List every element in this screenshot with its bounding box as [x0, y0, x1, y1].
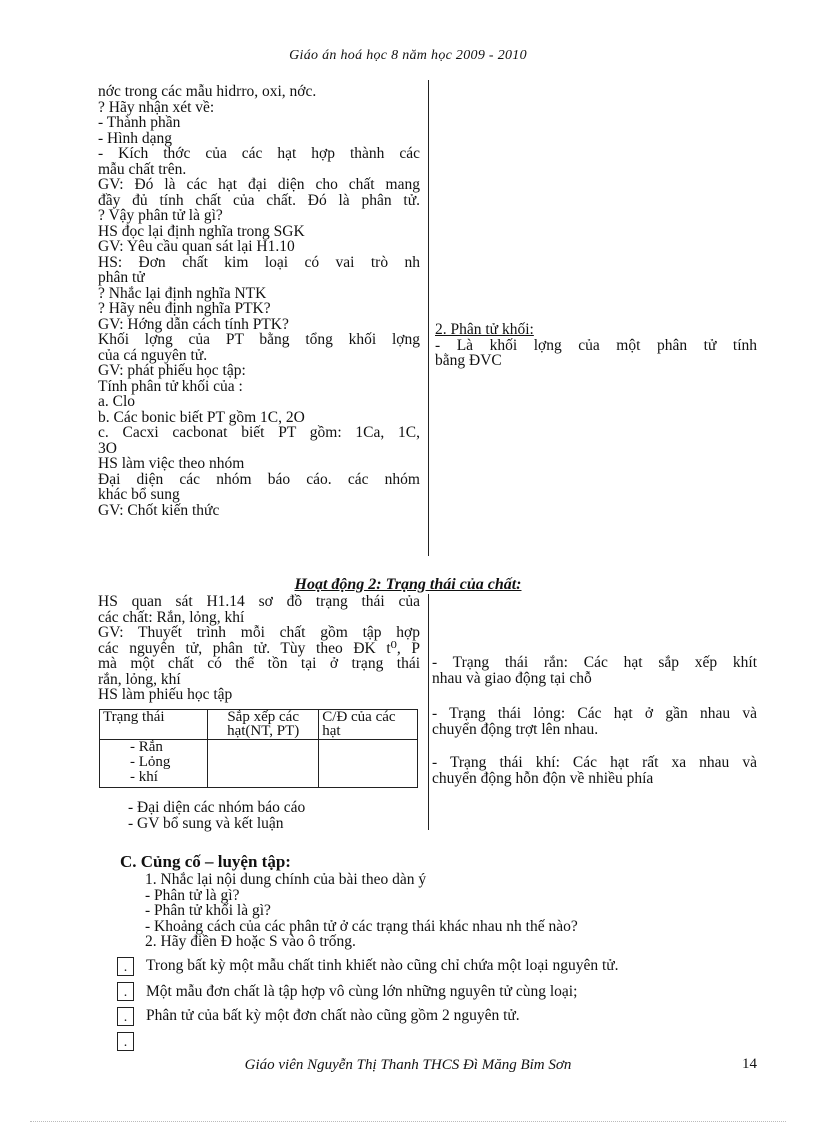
bottom-divider — [30, 1121, 786, 1122]
text-line: 3O — [98, 439, 117, 457]
text-line: Tính phân tử khối của : — [98, 377, 243, 395]
text-line: - Đại diện các nhóm báo cáo — [128, 799, 306, 816]
answer-box[interactable]: . — [117, 1032, 134, 1051]
right-state-solid — [432, 655, 757, 686]
text-line: HS làm việc theo nhóm — [98, 455, 245, 472]
statement-3: Phân tử của bất kỳ một đơn chất nào cũng gồm 2 nguyên tử. — [146, 1007, 520, 1024]
text-line: GV: Hớng dẫn cách tính PTK? — [98, 315, 289, 333]
text-line: GV: Yêu cầu quan sát lại H1.10 — [98, 238, 295, 255]
table-header: Trạng thái — [100, 710, 208, 740]
table-header: Sắp xếp các hạt(NT, PT) — [208, 710, 319, 740]
table-cell — [208, 740, 319, 788]
text-line: của cá nguyên tử. — [98, 346, 208, 364]
state-gas: - khí — [130, 769, 158, 785]
text-line: mà một chất có thể tồn tại ở trạng thái — [98, 655, 420, 672]
text-line: các chất: Rắn, lỏng, khí — [98, 608, 245, 626]
text-line: HS quan sát H1.14 sơ đồ trạng thái của — [98, 593, 420, 610]
table-cell — [319, 740, 418, 788]
text-line: - GV bổ sung và kết luận — [128, 814, 284, 832]
right-state-gas — [432, 755, 757, 786]
text-line: - Phân tử là gì? — [145, 886, 240, 904]
activity-2-heading: Hoạt động 2: Trạng thái của chất: — [294, 576, 522, 593]
table-header: C/Đ của các hạt — [319, 710, 418, 740]
text-line: - Trạng thái rắn: Các hạt sắp xếp khít — [432, 654, 757, 671]
text-line: nhau và giao động tại chỗ — [432, 669, 592, 687]
statement-1: Trong bất kỳ một mẫu chất tinh khiết nào cũng chỉ chứa một loại nguyên tử. — [146, 957, 619, 974]
text-line: ? Nhắc lại định nghĩa NTK — [98, 284, 267, 302]
text-line: khác bổ sung — [98, 486, 180, 503]
left-column-after-table — [128, 800, 418, 831]
state-solid: - Rắn — [130, 739, 163, 755]
text-line: - Trạng thái lỏng: Các hạt ở gần nhau và — [432, 705, 757, 722]
text-line: GV: Thuyết trình mỗi chất gồm tập hợp — [98, 624, 420, 641]
worksheet-table — [99, 709, 418, 788]
right-state-liquid — [432, 706, 757, 737]
subheading-molecular-mass: 2. Phân tử khối: — [435, 321, 534, 338]
text-line: GV: Đó là các hạt đại diện cho chất mang — [98, 176, 420, 193]
state-liquid: - Lỏng — [130, 754, 171, 770]
section-c-title: C. Củng cố – luyện tập: — [120, 852, 291, 871]
left-column-part1 — [98, 84, 420, 518]
definition-line: bằng ĐVC — [435, 352, 502, 369]
text-line: nớc trong các mẫu hidrro, oxi, nớc. — [98, 83, 317, 100]
answer-box[interactable]: . — [117, 982, 134, 1001]
text-line: đầy đủ tính chất của chất. Đó là phân tử. — [98, 191, 420, 209]
text-line: rắn, lỏng, khí — [98, 670, 181, 688]
text-line: chuyển động trợt lên nhau. — [432, 720, 599, 738]
answer-box[interactable]: . — [117, 1007, 134, 1026]
text-line: Đại diện các nhóm báo cáo. các nhóm — [98, 470, 420, 488]
answer-box[interactable]: . — [117, 957, 134, 976]
text-line: ? Vậy phân tử là gì? — [98, 207, 223, 224]
text-line: GV: Chốt kiến thức — [98, 501, 220, 519]
text-line: 1. Nhắc lại nội dung chính của bài theo dàn ý — [145, 871, 427, 888]
text-line: b. Các bonic biết PT gồm 1C, 2O — [98, 408, 305, 426]
definition-line: - Là khối lợng của một phân tử tính — [435, 336, 757, 354]
text-line: chuyển động hỗn độn về nhiều phía — [432, 769, 654, 787]
text-line: - Trạng thái khí: Các hạt rất xa nhau và — [432, 754, 757, 771]
section-c-lines — [145, 872, 745, 950]
text-line: HS: Đơn chất kim loại có vai trò nh — [98, 253, 420, 271]
text-line: mẫu chất trên. — [98, 160, 187, 178]
text-line: a. Clo — [98, 393, 136, 410]
text-line: - Kích thớc của các hạt hợp thành các — [98, 145, 420, 162]
column-divider-2 — [428, 594, 429, 830]
table-cell-states — [100, 740, 208, 788]
page-footer: Giáo viên Nguyễn Thị Thanh THCS Đì Măng Bỉm Sơn — [244, 1057, 572, 1073]
text-line: - Hình dạng — [98, 129, 173, 147]
text-line: GV: phát phiếu học tập: — [98, 362, 246, 379]
text-line: - Phân tử khối là gì? — [145, 902, 271, 919]
page-number: 14 — [742, 1056, 757, 1072]
text-line: các nguyên tử, phân tử. Tùy theo ĐK t⁰, P — [98, 639, 420, 657]
text-line: - Thành phần — [98, 114, 181, 131]
text-line: HS đọc lại định nghĩa trong SGK — [98, 222, 305, 240]
text-line: Khối lợng của PT bằng tổng khối lợng — [98, 331, 420, 348]
text-line: c. Cacxi cacbonat biết PT gồm: 1Ca, 1C, — [98, 424, 420, 441]
right-column-part1 — [435, 322, 757, 369]
page-header: Giáo án hoá học 8 năm học 2009 - 2010 — [289, 48, 527, 63]
text-line: ? Hãy nêu định nghĩa PTK? — [98, 300, 271, 317]
text-line: 2. Hãy điền Đ hoặc S vào ô trống. — [145, 933, 356, 950]
text-line: HS làm phiếu học tập — [98, 686, 233, 703]
text-line: ? Hãy nhận xét về: — [98, 98, 215, 116]
column-divider-1 — [428, 80, 429, 556]
text-line: phân tử — [98, 269, 145, 286]
statement-2: Một mẫu đơn chất là tập hợp vô cùng lớn những nguyên tử cùng loại; — [146, 983, 578, 1000]
left-column-part2 — [98, 594, 420, 703]
text-line: - Khoảng cách của các phân tử ở các trạng thái khác nhau nh thế nào? — [145, 917, 578, 935]
